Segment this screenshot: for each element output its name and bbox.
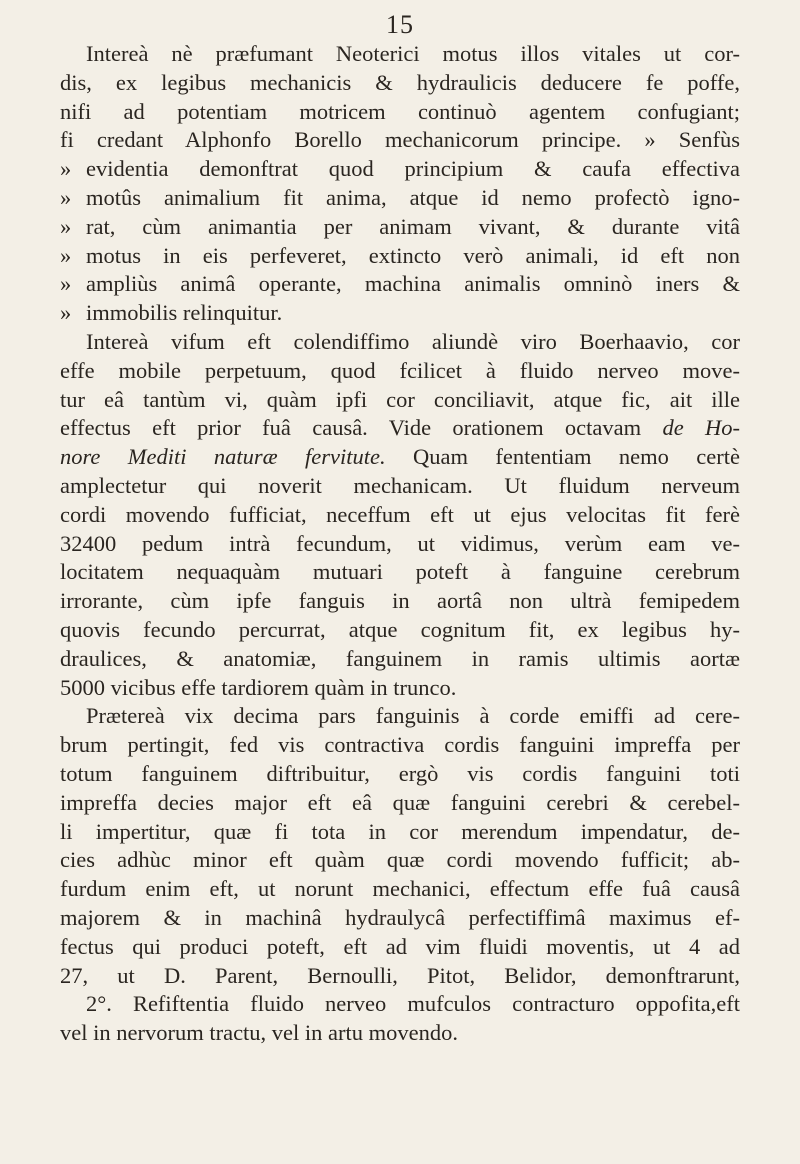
- quote-mark: »: [60, 300, 72, 326]
- line-text: fectus qui produci poteft, eft ad vim fluidi moventis, ut 4 ad: [60, 933, 740, 959]
- text-line: [60, 558, 740, 587]
- line-text: majorem & in machinâ hydraulycâ perfectiffimâ maximus ef-: [60, 904, 740, 930]
- line-text: cordi movendo fufficiat, neceffum eft ut ejus velocitas fit ferè: [60, 501, 740, 527]
- text-line: [60, 587, 740, 616]
- text-line: [60, 904, 740, 933]
- text-line: [60, 645, 740, 674]
- line-text: 2°. Refiftentia fluido nerveo mufculos contracturo oppofita,eft: [86, 991, 740, 1017]
- text-line: [60, 386, 740, 415]
- text-line: [60, 443, 740, 472]
- line-text: motûs animalium fit anima, atque id nemo profectò igno-: [86, 184, 740, 210]
- page-number: 15: [386, 10, 414, 39]
- line-text: nore Mediti naturæ fervitute. Quam fententiam nemo certè: [60, 444, 740, 470]
- quote-mark: »: [60, 184, 72, 210]
- line-text: furdum enim eft, ut norunt mechanici, effectum effe fuâ causâ: [60, 876, 740, 902]
- line-text: immobilis relinquitur.: [86, 300, 283, 326]
- body-text: [60, 40, 740, 1048]
- text-line: [60, 184, 740, 213]
- line-text: locitatem nequaquàm mutuari poteft à fanguine cerebrum: [60, 559, 740, 585]
- quote-mark: »: [60, 242, 72, 268]
- text-line: [60, 213, 740, 242]
- line-text: effe mobile perpetuum, quod fcilicet à fluido nerveo move-: [60, 357, 740, 383]
- text-line: [60, 760, 740, 789]
- line-text: ampliùs animâ operante, machina animalis omninò iners &: [86, 271, 740, 297]
- line-text: 32400 pedum intrà fecundum, ut vidimus, verùm eam ve-: [60, 530, 740, 556]
- text-line: [60, 933, 740, 962]
- text-line: [60, 357, 740, 386]
- line-text: tur eâ tantùm vi, quàm ipfi cor conciliavit, atque fic, ait ille: [60, 386, 740, 412]
- text-line: [60, 674, 740, 703]
- text-line: [60, 242, 740, 271]
- line-text: 27, ut D. Parent, Bernoulli, Pitot, Belidor, demonftrarunt,: [60, 962, 740, 988]
- line-text: fi credant Alphonfo Borello mechanicorum principe. » Senfùs: [60, 127, 740, 153]
- text-line: [60, 990, 740, 1019]
- text-line: [60, 299, 740, 328]
- line-text: 5000 vicibus effe tardiorem quàm in trunco.: [60, 674, 457, 700]
- line-text: quovis fecundo percurrat, atque cognitum fit, ex legibus hy-: [60, 616, 740, 642]
- text-line: [60, 69, 740, 98]
- line-text: Prætereà vix decima pars fanguinis à corde emiffi ad cere-: [86, 703, 740, 729]
- line-text: nifi ad potentiam motricem continuò agentem confugiant;: [60, 98, 740, 124]
- line-text: vel in nervorum tractu, vel in artu movendo.: [60, 1020, 459, 1046]
- line-text: effectus eft prior fuâ causâ. Vide orationem octavam de Ho-: [60, 415, 740, 441]
- line-text: Intereà vifum eft colendiffimo aliundè viro Boerhaavio, cor: [86, 328, 740, 354]
- text-line: [60, 126, 740, 155]
- text-line: [60, 616, 740, 645]
- line-text: rat, cùm animantia per animam vivant, & durante vitâ: [86, 213, 740, 239]
- quote-mark: »: [60, 213, 72, 239]
- text-line: [60, 846, 740, 875]
- text-line: [60, 472, 740, 501]
- text-line: [60, 530, 740, 559]
- text-line: [60, 40, 740, 69]
- text-line: [60, 789, 740, 818]
- text-line: [60, 962, 740, 991]
- text-line: [60, 501, 740, 530]
- text-line: [60, 818, 740, 847]
- text-line: [60, 328, 740, 357]
- text-line: [60, 414, 740, 443]
- line-text: totum fanguinem diftribuitur, ergò vis cordis fanguini toti: [60, 760, 740, 786]
- line-text: evidentia demonftrat quod principium & caufa effectiva: [86, 156, 740, 182]
- quote-mark: »: [60, 271, 72, 297]
- line-text: brum pertingit, fed vis contractiva cordis fanguini impreffa per: [60, 732, 740, 758]
- quote-mark: »: [60, 156, 72, 182]
- line-text: impreffa decies major eft eâ quæ fanguini cerebri & cerebel-: [60, 789, 740, 815]
- line-text: Intereà nè præfumant Neoterici motus illos vitales ut cor-: [86, 41, 740, 66]
- text-line: [60, 875, 740, 904]
- text-line: [60, 98, 740, 127]
- line-text: draulices, & anatomiæ, fanguinem in ramis ultimis aortæ: [60, 645, 740, 671]
- line-text: cies adhùc minor eft quàm quæ cordi movendo fufficit; ab-: [60, 847, 740, 873]
- text-line: [60, 702, 740, 731]
- line-text: li impertitur, quæ fi tota in cor merendum impendatur, de-: [60, 818, 740, 844]
- text-line: [60, 155, 740, 184]
- text-line: [60, 731, 740, 760]
- text-line: [60, 270, 740, 299]
- line-text: dis, ex legibus mechanicis & hydraulicis deducere fe poffe,: [60, 69, 740, 95]
- line-text: irrorante, cùm ipfe fanguis in aortâ non ultrà femipedem: [60, 588, 740, 614]
- line-text: amplectetur qui noverit mechanicam. Ut fluidum nerveum: [60, 472, 740, 498]
- text-line: [60, 1019, 740, 1048]
- line-text: motus in eis perfeveret, extincto verò animali, id eft non: [86, 242, 740, 268]
